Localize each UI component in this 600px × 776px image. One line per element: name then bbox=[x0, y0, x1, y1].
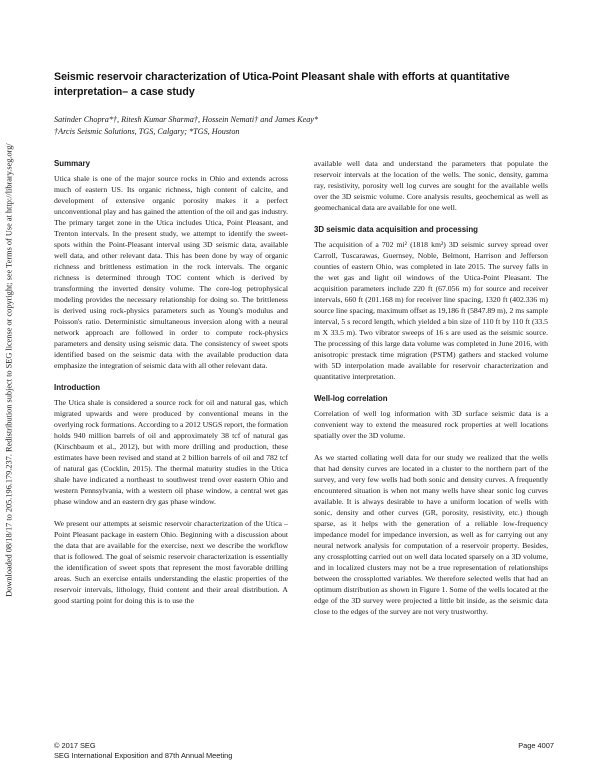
download-notice: Downloaded 08/18/17 to 205.196.179.237. Redistribution subject to SEG license or copyright; see Terms of Use at http://library.seg.org/ bbox=[4, 143, 14, 597]
page-footer bbox=[54, 741, 554, 761]
introduction-heading: Introduction bbox=[54, 383, 101, 392]
affiliations: †Arcis Seismic Solutions, TGS, Calgary; *TGS, Houston bbox=[54, 127, 240, 136]
author-list: Satinder Chopra*†, Ritesh Kumar Sharma†, Hossein Nemati† and James Keay* bbox=[54, 115, 319, 124]
left-column bbox=[54, 158, 288, 617]
meeting-name: SEG International Exposition and 87th Annual Meeting bbox=[54, 751, 233, 760]
paper-title: Seismic reservoir characterization of Utica-Point Pleasant shale with efforts at quantitative interpretation– a case study bbox=[54, 71, 510, 98]
copyright-notice: © 2017 SEG bbox=[54, 741, 96, 750]
well-log-paragraph-1: Correlation of well log information with 3D surface seismic data is a convenient way to extend the measured rock properties at well locations spatially over the 3D volume. bbox=[314, 409, 548, 440]
well-log-paragraph-2: As we started collating well data for our study we realized that the wells that had density curves are located in a cluster to the northern part of the survey, and very few wells had both sonic and density curves. A frequently encountered situation is when not many wells have shear sonic log curves available. It is always desirable to have a uniform location of wells with sonic, density and other curves (GR, porosity, resistivity, etc.) though sparse, as it helps with the generation of a reliable low-frequency impedance model for impedance inversion, as well as for carrying out any neural network analysis for computation of a reservoir property. Besides, any crossplotting carried out on well data located sparsely on a 3D volume, and in localized clusters may not be a true representation of relationships between the crossplotted variables. We therefore selected wells that had an optimum distribution as shown in Figure 1. Some of the wells located at the edge of the 3D survey were projected a little bit inside, as the seismic data close to the edges of the survey are not very trustworthy. bbox=[314, 453, 548, 616]
well-log-heading: Well-log correlation bbox=[314, 394, 388, 403]
introduction-continued-paragraph: available well data and understand the parameters that populate the reservoir intervals at the location of the wells. The sonic, density, gamma ray, resistivity, porosity well log curves are sought for the available wells over the 3D seismic volume. Core analysis results, geochemical as well as geomechanical data are available for one well. bbox=[314, 159, 548, 212]
page-number: Page 4007 bbox=[518, 741, 554, 750]
introduction-paragraph-2: We present our attempts at seismic reservoir characterization of the Utica – Point Pleasant package in eastern Ohio. Beginning with a discussion about the data that are available for the exercise, next we describe the workflow that is followed. The goal of seismic reservoir characterization is essentially the identification of sweet spots that represent the most favorable drilling areas. Such an exercise entails understanding the elastic properties of the reservoir intervals, lithology, fluid content and their areal distribution. A good starting point for doing this is to use the bbox=[54, 519, 288, 605]
acquisition-paragraph: The acquisition of a 702 mi² (1818 km²) 3D seismic survey spread over Carroll, Tuscarawas, Guernsey, Noble, Belmont, Harrison and Jefferson counties of eastern Ohio, was completed in late 2015. The survey falls in the wet gas and light oil windows of the Utica-Point Pleasant. The acquisition parameters include 220 ft (67.056 m) for source and receiver intervals, 660 ft (201.168 m) for receiver line spacing, 1320 ft (402.336 m) source line spacing, maximum offset as 19,186 ft (5847.89 m), 2 ms sample interval, 5 s record length, which yielded a bin size of 110 ft by 110 ft (33.5 m X 33.5 m). Two vibrator sweeps of 16 s are used as the seismic source. The processing of this large data volume was completed in June 2016, with anisotropic prestack time migration (PSTM) gathers and stacked volume with 5D interpolation made available for reservoir characterization and quantitative interpretation. bbox=[314, 240, 548, 381]
summary-heading: Summary bbox=[54, 159, 90, 168]
introduction-paragraph-1: The Utica shale is considered a source rock for oil and natural gas, which migrated upwards and were produced by conventional means in the overlying rock formations. According to a 2012 USGS report, the formation holds 940 million barrels of oil and approximately 38 tcf of natural gas (Kirschbaum et al., 2012), but with more drilling and production, these estimates have been revised and stand at 2 billion barrels of oil and 782 tcf of natural gas (Cocklin, 2015). The thermal maturity studies in the Utica shale have indicated a northeast to southwest trend over eastern Ohio and western Pennsylvania, with a western oil phase window, a central wet gas phase window and an eastern dry gas phase window. bbox=[54, 398, 288, 506]
acquisition-heading: 3D seismic data acquisition and processing bbox=[314, 225, 479, 234]
summary-paragraph: Utica shale is one of the major source rocks in Ohio and extends across much of eastern US. Its organic richness, high content of calcite, and development of extensive organic porosity makes it a perfect unconventional play and has gained the attention of the oil and gas industry. The primary target zone in the Utica includes Utica, Point Pleasant, and Trenton intervals. In the present study, we attempt to identify the sweet-spots within the Point-Pleasant interval using 3D seismic data, available well data, and other relevant data. This has been done by way of organic richness and brittleness estimation in the rock intervals. The organic richness is determined through TOC content which is derived by transforming the inverted density volume. The core-log petrophysical modeling provides the necessary relationship for doing so. The brittleness is derived using rock-physics parameters such as Young's modulus and Poisson's ratio. Deterministic simultaneous inversion along with a neural network approach are followed in order to compute rock-physics parameters and density using seismic data. The consistency of sweet spots identified based on the seismic data with the available production data emphasize the integration of seismic data with all other relevant data. bbox=[54, 174, 288, 370]
download-notice-sidebar bbox=[2, 60, 16, 680]
right-column bbox=[314, 158, 548, 628]
